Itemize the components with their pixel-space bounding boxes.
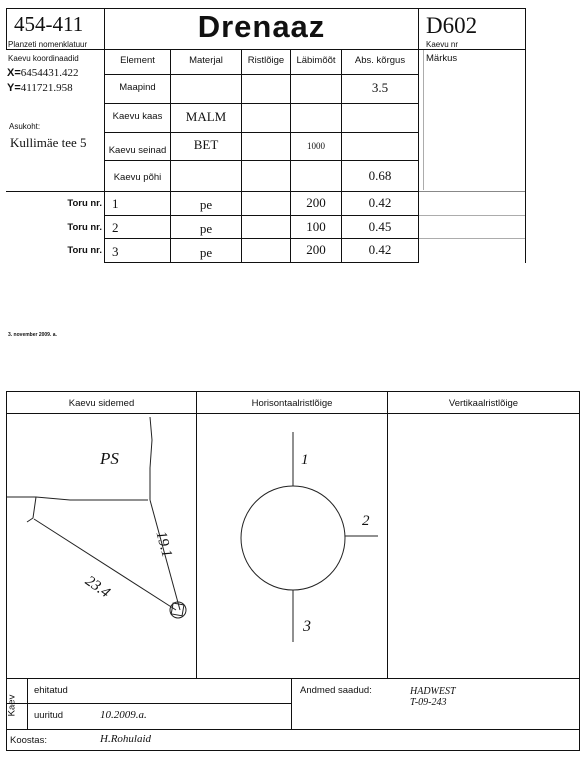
pipe-diameter: 100 (306, 219, 326, 234)
data-source-code: T-09-243 (410, 697, 447, 708)
coords-caption: Kaevu koordinaadid (8, 54, 79, 63)
pipe-label-3: 3 (303, 618, 311, 635)
coord-y-label: Y= (7, 82, 21, 94)
sketch-header-vertical: Vertikaalristlõige (448, 398, 519, 409)
coord-x-value: 6454431.422 (20, 67, 79, 79)
row-element: Kaevu seinad (108, 145, 167, 156)
col-header-height: Abs. kõrgus (354, 55, 406, 66)
compiled-value: H.Rohulaid (100, 733, 152, 745)
sheet-caption: Planzeti nomenklatuur (8, 40, 88, 49)
row-height: 0.68 (368, 168, 392, 183)
compiled-label: Koostas: (10, 735, 47, 746)
built-label: ehitatud (34, 685, 68, 696)
row-height: 3.5 (371, 80, 389, 95)
row-element: Maapind (119, 82, 156, 93)
surveyed-value: 10.2009.a. (100, 709, 147, 721)
pipe-label: Toru nr. (67, 245, 102, 256)
col-header-section: Ristlõige (247, 55, 285, 66)
pipe-number: 3 (112, 244, 119, 259)
pipe-number: 1 (112, 196, 119, 211)
col-header-diameter: Läbimõõt (296, 55, 336, 66)
pipe-material: pe (199, 197, 213, 212)
row-material: BET (193, 137, 219, 152)
col-header-note: Märkus (426, 53, 458, 64)
boundary-line (150, 417, 152, 500)
coord-x-label: X= (7, 67, 21, 79)
boundary-line (27, 497, 36, 522)
col-header-material: Materjal (189, 55, 223, 66)
footer-side-label: Kaev (6, 694, 18, 717)
distance-label: 19.1 (152, 529, 175, 560)
pipe-height: 0.45 (368, 219, 392, 234)
location-value: Kullimäe tee 5 (10, 135, 87, 150)
coord-y-value: 411721.958 (20, 82, 73, 94)
sketch-header-horizontal: Horisontaalristlõige (251, 398, 333, 409)
boundary-line (7, 497, 148, 500)
pipe-diameter: 200 (306, 195, 326, 210)
pipe-label: Toru nr. (67, 198, 102, 209)
well-caption: Kaevu nr (426, 40, 459, 49)
pipe-material: pe (199, 245, 213, 260)
sketch-header-connections: Kaevu sidemed (68, 398, 135, 409)
data-source-value: HADWEST (410, 686, 456, 697)
sheet-number: 454-411 (14, 12, 84, 36)
pipe-diameter: 200 (306, 242, 326, 257)
pipe-height: 0.42 (368, 195, 392, 210)
col-header-element: Element (120, 55, 155, 66)
well-number: D602 (426, 13, 478, 38)
pipe-number: 2 (112, 220, 119, 235)
pipe-height: 0.42 (368, 242, 392, 257)
row-diameter: 1000 (307, 141, 325, 151)
distance-label: 23.4 (82, 573, 113, 602)
pipe-label: Toru nr. (67, 222, 102, 233)
surveyed-label: uuritud (34, 710, 64, 721)
row-element: Kaevu kaas (112, 111, 163, 122)
page-title: Drenaaz (197, 9, 326, 44)
well-circle (241, 486, 345, 590)
ps-label: PS (100, 449, 119, 468)
well-marker (171, 603, 184, 616)
row-material: MALM (185, 109, 227, 124)
data-source-label: Andmed saadud: (300, 685, 372, 696)
pipe-material: pe (199, 221, 213, 236)
pipe-label-2: 2 (362, 513, 370, 529)
date-stamp: 3. november 2009. a. (8, 332, 57, 338)
location-caption: Asukoht: (9, 122, 41, 131)
pipe-label-1: 1 (301, 452, 309, 468)
row-element: Kaevu põhi (113, 172, 162, 183)
